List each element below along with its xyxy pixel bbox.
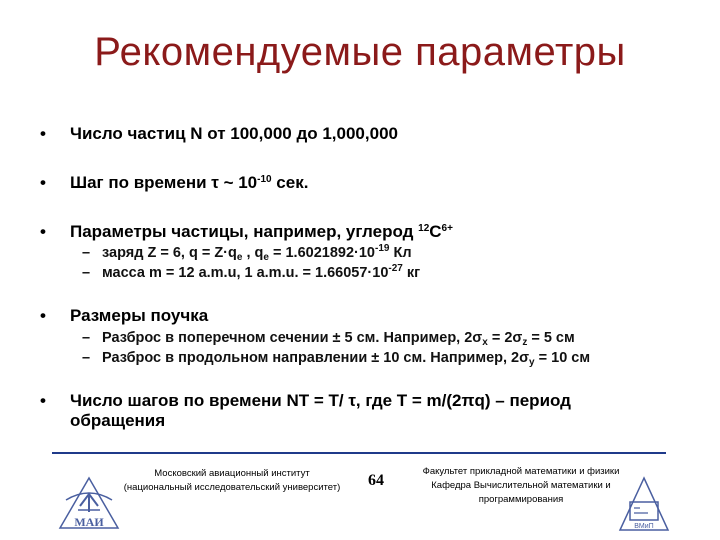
superscript: -10 <box>257 174 272 185</box>
faculty-line3: программирования <box>478 494 564 505</box>
text-part: заряд Z = 6, q = Z·q <box>102 245 237 261</box>
subscript: y <box>529 357 535 368</box>
dash: – <box>82 265 91 281</box>
logo-text: ВМиП <box>634 523 654 530</box>
dash: – <box>82 330 91 346</box>
bullet-text-line1: Число шагов по времени NT = T/ τ, где T = m/(2πq) – период <box>70 391 571 410</box>
sub-bullet-longitudinal <box>82 349 590 367</box>
bullet-dot: • <box>40 391 46 410</box>
text-part: масса m = 12 a.m.u, 1 a.m.u. = 1.66057·10 <box>102 265 389 281</box>
superscript: 6+ <box>441 223 453 234</box>
sub-bullet-charge <box>82 244 412 262</box>
sub-bullet-transverse <box>82 329 575 347</box>
subscript: e <box>263 252 269 263</box>
text-part: Шаг по времени τ ~ 10 <box>70 173 258 192</box>
text-part: , q <box>242 245 264 261</box>
subscript: e <box>236 252 243 263</box>
text-part: C <box>429 222 442 241</box>
text-part: Параметры частицы, например, углерод <box>70 222 419 241</box>
text-part: = 10 см <box>534 350 591 366</box>
dash: – <box>82 350 91 366</box>
text-part: Разброс в поперечном сечении ± 5 см. Например, 2σ <box>102 330 483 346</box>
subscript: x <box>482 337 488 348</box>
institute-line2: (национальный исследовательский университет) <box>123 482 341 493</box>
mai-logo-icon <box>58 476 120 534</box>
bullet-dot: • <box>40 173 46 192</box>
slide-title: Рекомендуемые параметры <box>94 30 626 74</box>
faculty-name <box>410 465 632 507</box>
department-logo-icon <box>618 476 670 532</box>
text-part: = 2σ <box>487 330 523 346</box>
bullet-dot: • <box>40 222 46 241</box>
dash: – <box>82 245 91 261</box>
bullet-text <box>70 221 453 242</box>
superscript: -19 <box>374 243 390 254</box>
superscript: 12 <box>418 223 430 234</box>
institute-name <box>112 467 352 495</box>
page-number: 64 <box>368 472 384 489</box>
faculty-line2: Кафедра Вычислительной математики и <box>431 480 611 491</box>
bullet-dot: • <box>40 124 46 143</box>
text-part: = 5 см <box>527 330 575 346</box>
text-part: = 1.6021892·10 <box>268 245 375 261</box>
sub-bullet-mass <box>82 264 420 282</box>
bullet-dot: • <box>40 306 46 325</box>
bullet-text <box>70 172 308 193</box>
text-part: кг <box>402 265 421 281</box>
institute-line1: Московский авиационный институт <box>154 468 310 479</box>
text-part: Разброс в продольном направлении ± 10 см. Например, 2σ <box>102 350 530 366</box>
logo-text: МАИ <box>74 515 104 529</box>
subscript: z <box>522 337 528 348</box>
bullet-text: Размеры поучка <box>70 306 209 325</box>
footer-divider <box>52 452 666 454</box>
text-part: Кл <box>389 245 412 261</box>
text-part: сек. <box>271 173 309 192</box>
bullet-text: Число частиц N от 100,000 до 1,000,000 <box>70 124 398 143</box>
faculty-line1: Факультет прикладной математики и физики <box>422 466 620 477</box>
superscript: -27 <box>388 263 403 274</box>
bullet-text-line2: обращения <box>70 411 166 430</box>
